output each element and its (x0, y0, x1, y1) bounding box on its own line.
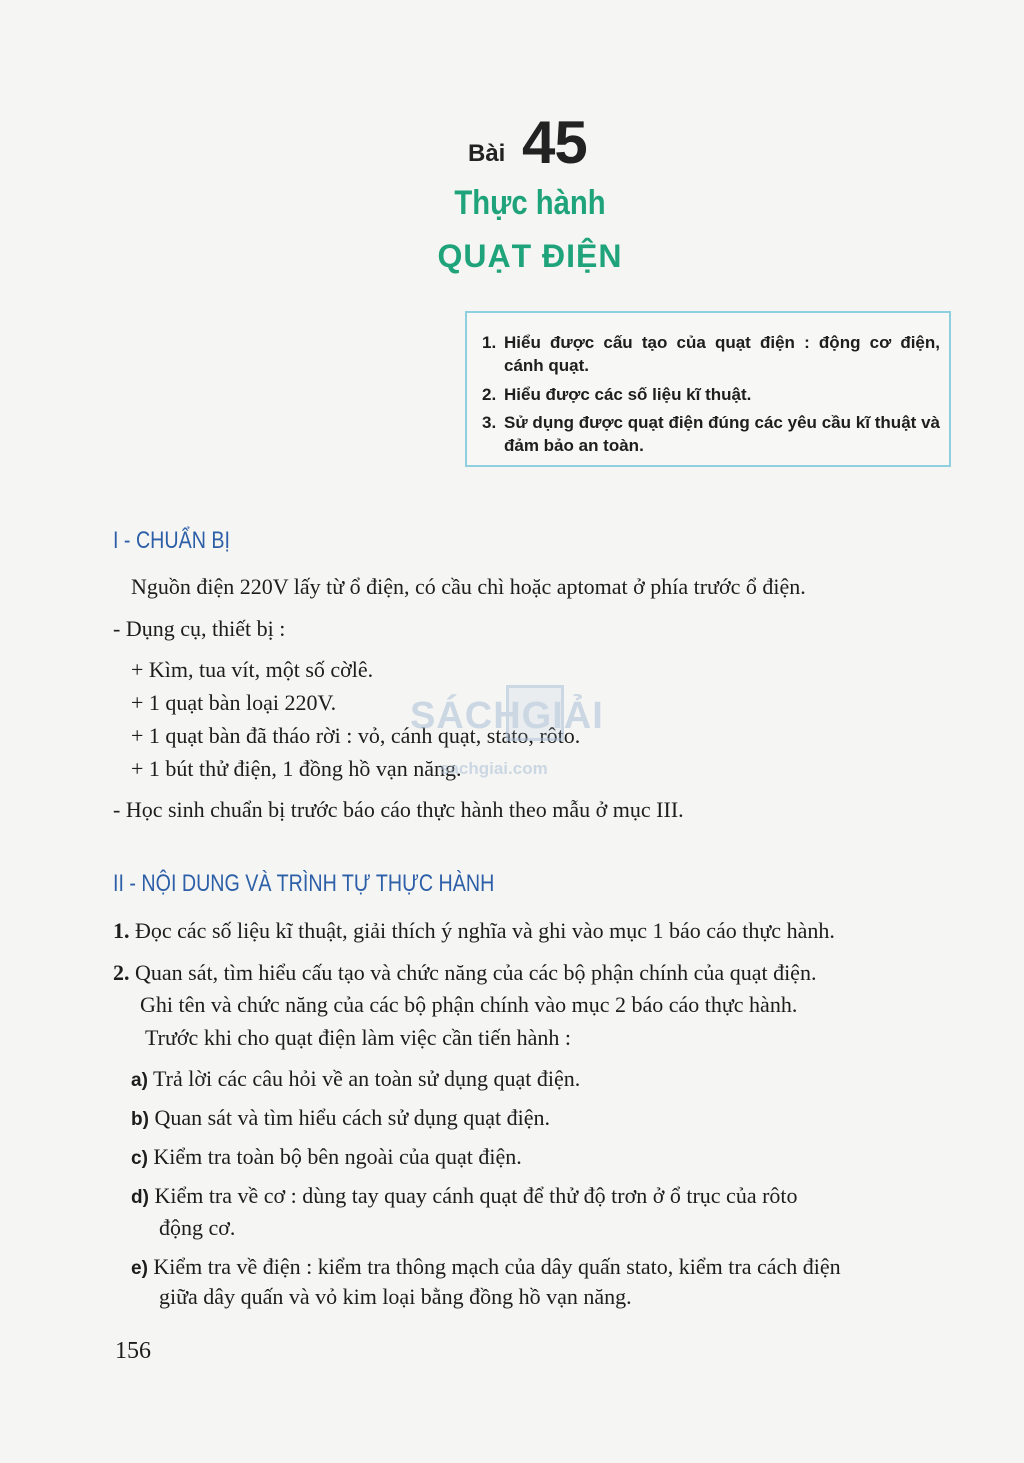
item-label: c) (131, 1148, 148, 1169)
objective-item (482, 331, 940, 377)
power-source-text: Nguồn điện 220V lấy từ ổ điện, có cầu chì hoặc aptomat ở phía trước ổ điện. (131, 574, 806, 599)
lesson-number: 45 (522, 109, 587, 176)
check-item-a (131, 1066, 580, 1092)
watermark-text: SÁCHGIẢI (410, 695, 604, 737)
tool-item: + Kìm, tua vít, một số cờlê. (131, 657, 374, 682)
tools-heading: - Dụng cụ, thiết bị : (113, 616, 286, 641)
watermark-logo (410, 685, 650, 778)
section-heading-procedure: II - NỘI DUNG VÀ TRÌNH TỰ THỰC HÀNH (113, 870, 495, 897)
check-item-d (131, 1183, 798, 1209)
item-label: a) (131, 1070, 148, 1091)
item-text: Quan sát và tìm hiểu cách sử dụng quạt điện. (154, 1105, 551, 1130)
objective-number: 2. (482, 385, 497, 404)
step-text: Đọc các số liệu kĩ thuật, giải thích ý nghĩa và ghi vào mục 1 báo cáo thực hành. (135, 918, 835, 943)
item-label: d) (131, 1187, 149, 1208)
step-number: 1. (113, 918, 130, 943)
step-text: Quan sát, tìm hiểu cấu tạo và chức năng của các bộ phận chính của quạt điện. (135, 960, 817, 985)
objective-number: 3. (482, 413, 497, 432)
step-1 (113, 918, 835, 944)
item-text: Kiểm tra về cơ : dùng tay quay cánh quạt để thử độ trơn ở ổ trục của rôto (154, 1183, 798, 1208)
objective-item (482, 383, 940, 406)
section-heading-preparation: I - CHUẨN BỊ (113, 527, 231, 554)
step-2-continued: Ghi tên và chức năng của các bộ phận chính vào mục 2 báo cáo thực hành. (140, 992, 798, 1017)
item-label: e) (131, 1258, 148, 1279)
lesson-label: Bài (468, 140, 506, 167)
check-item-b (131, 1105, 550, 1131)
item-text: Trả lời các câu hỏi về an toàn sử dụng quạt điện. (153, 1066, 581, 1091)
step-number: 2. (113, 960, 130, 985)
objectives-box (465, 311, 951, 467)
tool-item: + 1 bút thử điện, 1 đồng hồ vạn năng. (131, 756, 462, 781)
before-operation-text: Trước khi cho quạt điện làm việc cần tiến hành : (145, 1025, 571, 1050)
objective-text: Hiểu được các số liệu kĩ thuật. (504, 385, 752, 404)
item-text: Kiểm tra về điện : kiểm tra thông mạch của dây quấn stato, kiểm tra cách điện (153, 1254, 841, 1279)
student-prep-text: - Học sinh chuẩn bị trước báo cáo thực hành theo mẫu ở mục III. (113, 797, 684, 822)
check-item-c (131, 1144, 522, 1170)
check-item-e (131, 1254, 841, 1280)
lesson-subtitle: Thực hành (454, 184, 606, 222)
objective-number: 1. (482, 333, 497, 352)
page-number: 156 (115, 1338, 151, 1364)
item-text: Kiểm tra toàn bộ bên ngoài của quạt điện. (153, 1144, 522, 1169)
objective-item (482, 411, 940, 457)
tool-item: + 1 quạt bàn đã tháo rời : vỏ, cánh quạt, stato, rôto. (131, 723, 581, 748)
objective-text: Hiểu được cấu tạo của quạt điện : động cơ điện, cánh quạt. (504, 333, 940, 375)
objective-text: Sử dụng được quạt điện đúng các yêu cầu kĩ thuật và đảm bảo an toàn. (504, 413, 940, 455)
lesson-title: QUẠT ĐIỆN (437, 238, 623, 274)
check-item-e-continued: giữa dây quấn và vỏ kim loại bằng đồng hồ vạn năng. (159, 1284, 632, 1309)
step-2 (113, 960, 816, 986)
tool-item: + 1 quạt bàn loại 220V. (131, 690, 337, 715)
watermark-url: sachgiai.com (440, 759, 548, 778)
item-label: b) (131, 1109, 149, 1130)
check-item-d-continued: động cơ. (159, 1215, 236, 1240)
